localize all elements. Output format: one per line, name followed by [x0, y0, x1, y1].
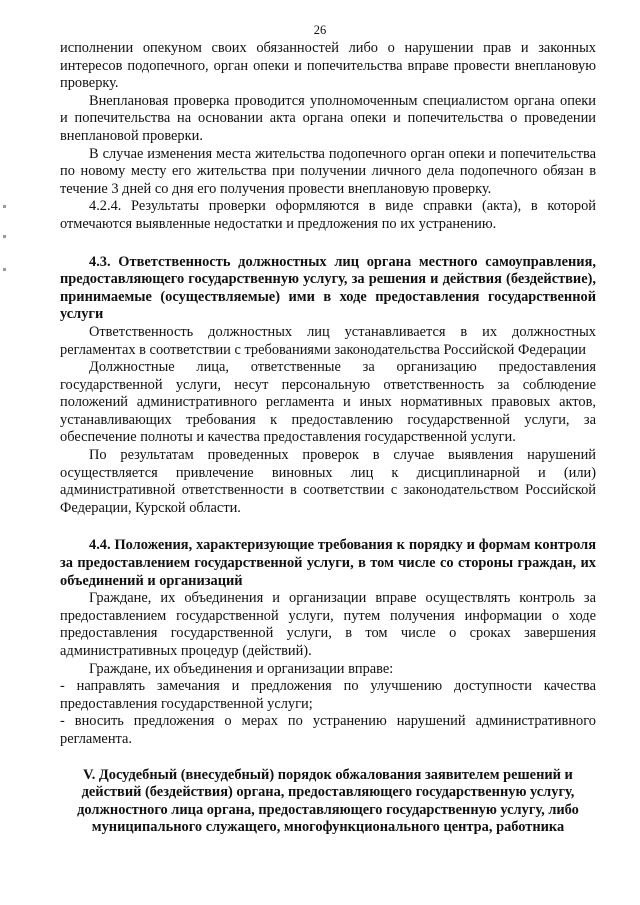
margin-mark — [3, 205, 6, 208]
list-item-remarks: - направлять замечания и предложения по улучшению доступности качества предоставления государственной услуги; — [60, 678, 596, 712]
page-number: 26 — [313, 23, 327, 37]
paragraph-4-4-2: Граждане, их объединения и организации вправе: — [89, 660, 394, 677]
heading-4-4: 4.4. Положения, характеризующие требования к порядку и формам контроля за предоставлением государственной услуги, в том числе со стороны граждан, их объединений и организаций — [60, 537, 596, 589]
paragraph-4-3-1: Ответственность должностных лиц устанавливается в их должностных регламентах в соответствии с требованиями законодательства Российской Федерации — [60, 323, 596, 358]
list-item-proposals: - вносить предложения о мерах по устранению нарушений административного регламента. — [60, 713, 596, 747]
paragraph-4-4-1: Граждане, их объединения и организации вправе осуществлять контроль за предоставлением государственной услуги, путем получения информации о ходе предоставления государственной услуги, в том числе о сроках завершения административных процедур (действий). — [60, 590, 596, 659]
paragraph-unscheduled-inspection: Внеплановая проверка проводится уполномоченным специалистом органа опеки и попечительства на основании акта органа опеки и попечительства о проведении внеплановой проверки. — [60, 92, 596, 144]
paragraph-4-3-2: Должностные лица, ответственные за организацию предоставления государственной услуги, несут персональную ответственность за соблюдение положений административного регламента и иных нормативных правовых актов, устанавливающих требования к предоставлению государственной услуги, за обеспечение полноты и качества предоставления государственной услуги. — [60, 359, 596, 446]
margin-mark — [3, 235, 6, 238]
heading-4-3: 4.3. Ответственность должностных лиц органа местного самоуправления, предоставляющего государственную услугу, за решения и действия (бездействие), принимаемые (осуществляемые) ими в ходе предоставления государственной услуги — [60, 253, 596, 323]
document-body — [60, 40, 596, 837]
margin-mark — [3, 268, 6, 271]
paragraph-continuation: исполнении опекуном своих обязанностей либо о нарушении прав и законных интересов подопечного, орган опеки и попечительства вправе провести внеплановую проверку. — [60, 40, 596, 92]
paragraph-change-of-residence: В случае изменения места жительства подопечного орган опеки и попечительства по новому месту его жительства при получении личного дела подопечного обязан в течение 3 дней со дня его получения провести внеплановую проверку. — [60, 145, 596, 197]
paragraph-4-2-4: 4.2.4. Результаты проверки оформляются в виде справки (акта), в которой отмечаются выявленные недостатки и предложения по их устранению. — [60, 198, 596, 232]
paragraph-4-3-3: По результатам проведенных проверок в случае выявления нарушений осуществляется привлечение виновных лиц к дисциплинарной и (или) административной ответственности в соответствии с законодательством Российской Федерации, Курской области. — [60, 447, 596, 516]
heading-section-v: V. Досудебный (внесудебный) порядок обжалования заявителем решений и действий (бездействия) органа, предоставляющего государственную услугу, должностного лица органа, предоставляющего государственную услугу, либо муниципального служащего, многофункционального центра, работника — [77, 766, 579, 836]
